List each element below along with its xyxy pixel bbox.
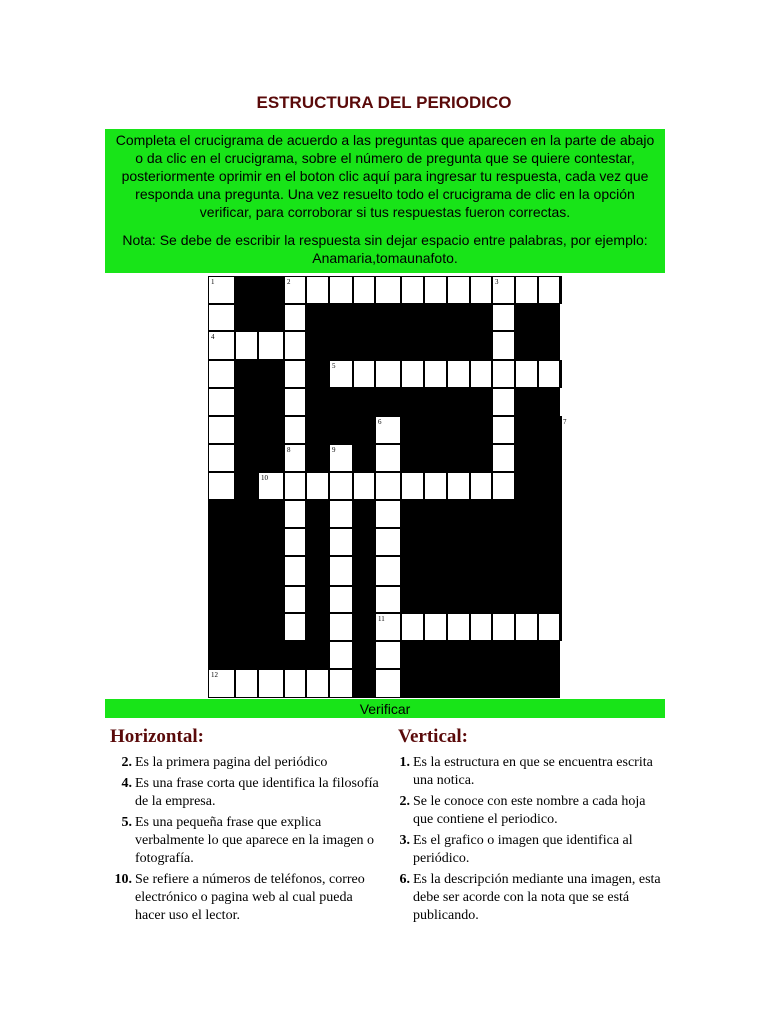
crossword-cell[interactable]	[560, 528, 562, 556]
crossword-cell[interactable]	[401, 613, 424, 641]
clue-vertical-3[interactable]	[398, 832, 668, 868]
clue-vertical-2[interactable]	[398, 793, 668, 829]
crossword-cell[interactable]	[560, 586, 562, 613]
clue-number-label: 10	[261, 474, 268, 482]
crossword-cell[interactable]	[284, 556, 306, 586]
crossword-cell[interactable]	[329, 360, 353, 388]
crossword-cell[interactable]	[284, 276, 306, 304]
clue-text: Es la estructura en que se encuentra escrita una notica.	[413, 755, 653, 788]
crossword-cell[interactable]	[208, 360, 235, 388]
crossword-cell[interactable]	[329, 613, 353, 641]
crossword-cell[interactable]	[515, 613, 538, 641]
crossword-cell[interactable]	[424, 276, 447, 304]
crossword-cell[interactable]	[492, 472, 515, 500]
crossword-cell[interactable]	[329, 444, 353, 472]
clue-vertical-1[interactable]	[398, 754, 668, 790]
crossword-cell[interactable]	[329, 472, 353, 500]
crossword-cell[interactable]	[375, 669, 401, 698]
crossword-cell[interactable]	[470, 276, 492, 304]
crossword-cell[interactable]	[306, 472, 329, 500]
crossword-cell[interactable]	[375, 360, 401, 388]
crossword-cell[interactable]	[284, 416, 306, 444]
crossword-cell[interactable]	[208, 331, 235, 360]
clue-text: Es la primera pagina del periódico	[135, 755, 328, 770]
crossword-cell[interactable]	[258, 472, 284, 500]
crossword-cell[interactable]	[560, 276, 562, 304]
crossword-cell[interactable]	[284, 304, 306, 331]
vertical-heading: Vertical:	[398, 726, 468, 747]
clue-number-label: 12	[211, 671, 218, 679]
crossword-cell[interactable]	[470, 360, 492, 388]
crossword-cell[interactable]	[353, 472, 375, 500]
crossword-cell[interactable]	[306, 276, 329, 304]
crossword-cell[interactable]	[235, 331, 258, 360]
crossword-cell[interactable]	[560, 472, 562, 500]
crossword-cell[interactable]	[447, 276, 470, 304]
crossword-cell[interactable]	[375, 586, 401, 613]
instructions-note: Nota: Se debe de escribir la respuesta sin dejar espacio entre palabras, por ejemplo: Anamaria,tomaunafoto.	[122, 232, 648, 266]
clue-number-label: 9	[332, 446, 336, 454]
clue-number-label: 5	[332, 362, 336, 370]
crossword-cell[interactable]	[306, 669, 329, 698]
verify-button[interactable]: Verificar	[105, 699, 665, 718]
clue-number-label: 1	[211, 278, 215, 286]
crossword-cell[interactable]	[284, 472, 306, 500]
crossword-cell[interactable]	[208, 388, 235, 416]
crossword-cell[interactable]	[329, 641, 353, 669]
crossword-cell[interactable]	[560, 444, 562, 472]
crossword-cell[interactable]	[284, 528, 306, 556]
crossword-cell[interactable]	[284, 613, 306, 641]
crossword-cell[interactable]	[235, 669, 258, 698]
clue-number: 4.	[121, 776, 132, 791]
clue-text: Es una frase corta que identifica la filosofía de la empresa.	[135, 776, 379, 809]
crossword-cell[interactable]	[492, 388, 515, 416]
clue-number-label: 4	[211, 333, 215, 341]
crossword-cell[interactable]	[492, 360, 515, 388]
crossword-cell[interactable]	[284, 586, 306, 613]
clue-number-label: 11	[378, 615, 385, 623]
clue-number: 5.	[121, 815, 132, 830]
crossword-cell[interactable]	[208, 444, 235, 472]
crossword-cell[interactable]	[329, 528, 353, 556]
crossword-cell[interactable]	[515, 276, 538, 304]
crossword-cell[interactable]	[492, 304, 515, 331]
crossword-cell[interactable]	[208, 472, 235, 500]
clue-horizontal-5[interactable]	[110, 814, 380, 868]
crossword-cell[interactable]	[284, 500, 306, 528]
crossword-cell[interactable]	[353, 276, 375, 304]
clue-horizontal-2[interactable]	[110, 754, 380, 772]
crossword-cell[interactable]	[329, 669, 353, 698]
page-title: ESTRUCTURA DEL PERIODICO	[256, 93, 512, 112]
clue-text: Se le conoce con este nombre a cada hoja que contiene el periodico.	[413, 794, 646, 827]
crossword-cell[interactable]	[258, 331, 284, 360]
clue-number: 3.	[399, 833, 410, 848]
crossword-cell[interactable]	[375, 472, 401, 500]
crossword-cell[interactable]	[208, 276, 235, 304]
crossword-cell[interactable]	[492, 416, 515, 444]
clue-number: 1.	[399, 755, 410, 770]
crossword-cell[interactable]	[560, 613, 562, 641]
crossword-cell[interactable]	[284, 360, 306, 388]
crossword-grid	[208, 276, 567, 698]
clue-text: Es una pequeña frase que explica verbalmente lo que aparece en la imagen o fotografía.	[135, 815, 375, 866]
clue-text: Es la descripción mediante una imagen, esta debe ser acorde con la nota que se está publicando.	[413, 872, 661, 923]
crossword-cell[interactable]	[515, 360, 538, 388]
crossword-cell[interactable]	[284, 388, 306, 416]
crossword-cell[interactable]	[538, 276, 560, 304]
crossword-cell[interactable]	[401, 472, 424, 500]
crossword-cell[interactable]	[560, 500, 562, 528]
clue-number-label: 6	[378, 418, 382, 426]
crossword-cell[interactable]	[375, 276, 401, 304]
crossword-cell[interactable]	[284, 669, 306, 698]
horizontal-clues	[110, 726, 380, 928]
clue-number-label: 3	[495, 278, 499, 286]
crossword-cell[interactable]	[447, 472, 470, 500]
crossword-cell[interactable]	[375, 613, 401, 641]
crossword-cell[interactable]	[375, 528, 401, 556]
crossword-cell[interactable]	[353, 360, 375, 388]
crossword-cell[interactable]	[208, 669, 235, 698]
clue-text: Se refiere a números de teléfonos, correo electrónico o pagina web al cual pueda hacer uso el lector.	[135, 872, 365, 923]
clue-number-label: 2	[287, 278, 291, 286]
crossword-cell[interactable]	[492, 276, 515, 304]
crossword-cell[interactable]	[401, 276, 424, 304]
crossword-cell[interactable]	[492, 444, 515, 472]
clue-number: 2.	[121, 755, 132, 770]
crossword-cell[interactable]	[375, 444, 401, 472]
crossword-cell[interactable]	[560, 416, 567, 444]
crossword-cell[interactable]	[424, 360, 447, 388]
clue-number-label: 8	[287, 446, 291, 454]
clue-horizontal-10[interactable]	[110, 871, 380, 925]
crossword-cell[interactable]	[538, 360, 560, 388]
crossword-cell[interactable]	[424, 472, 447, 500]
crossword-cell[interactable]	[375, 556, 401, 586]
crossword-cell[interactable]	[447, 360, 470, 388]
crossword-cell[interactable]	[208, 304, 235, 331]
crossword-cell[interactable]	[492, 331, 515, 360]
crossword-cell[interactable]	[329, 556, 353, 586]
crossword-cell[interactable]	[470, 472, 492, 500]
crossword-cell[interactable]	[538, 613, 560, 641]
crossword-cell[interactable]	[375, 416, 401, 444]
clue-text: Es el grafico o imagen que identifica al periódico.	[413, 833, 633, 866]
crossword-cell[interactable]	[329, 500, 353, 528]
crossword-cell[interactable]	[258, 669, 284, 698]
crossword-cell[interactable]	[560, 360, 562, 388]
horizontal-heading: Horizontal:	[110, 726, 204, 747]
crossword-cell[interactable]	[470, 613, 492, 641]
clue-vertical-6[interactable]	[398, 871, 668, 925]
crossword-cell[interactable]	[284, 331, 306, 360]
crossword-cell[interactable]	[492, 613, 515, 641]
crossword-cell[interactable]	[375, 641, 401, 669]
crossword-cell[interactable]	[329, 276, 353, 304]
instructions-box	[105, 129, 665, 273]
crossword-cell[interactable]	[329, 586, 353, 613]
crossword-cell[interactable]	[284, 444, 306, 472]
instructions-text: Completa el crucigrama de acuerdo a las preguntas que aparecen en la parte de abajo o da clic en el crucigrama, sobre el número de pregunta que se quiere contestar, posteriormente oprimir en el boton clic aquí para ingresar tu respuesta, cada vez que responda una pregunta. Una vez resuelto todo el crucigrama de clic en la opción verificar, para corroborar si tus respuestas fueron correctas.	[115, 132, 655, 220]
crossword-cell[interactable]	[208, 416, 235, 444]
crossword-cell[interactable]	[424, 613, 447, 641]
clue-number: 10.	[114, 872, 132, 887]
crossword-cell[interactable]	[401, 360, 424, 388]
vertical-clues	[398, 726, 668, 928]
clue-number: 6.	[399, 872, 410, 887]
clue-number: 2.	[399, 794, 410, 809]
crossword-cell[interactable]	[560, 556, 562, 586]
clue-number-label: 7	[563, 418, 567, 426]
crossword-cell[interactable]	[447, 613, 470, 641]
crossword-cell[interactable]	[375, 500, 401, 528]
clue-horizontal-4[interactable]	[110, 775, 380, 811]
